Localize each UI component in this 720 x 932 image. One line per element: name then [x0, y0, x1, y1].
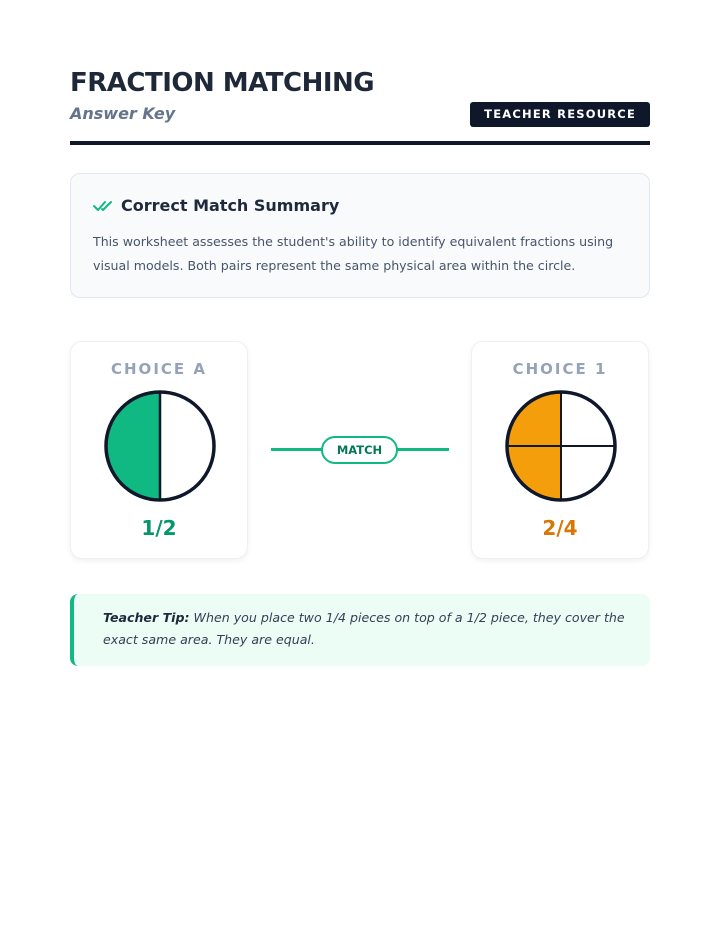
choice-label-right: CHOICE 1	[512, 360, 608, 378]
teacher-resource-badge: TEACHER RESOURCE	[470, 102, 650, 127]
teacher-tip-text	[103, 607, 633, 651]
page-header	[70, 68, 650, 146]
fraction-circle-left	[102, 388, 218, 504]
left-slice-1-shaded	[106, 392, 160, 500]
choice-card-left	[70, 341, 248, 559]
left-slice-2	[160, 392, 214, 500]
fraction-circle-right	[503, 388, 619, 504]
page-title: FRACTION MATCHING	[70, 68, 375, 98]
teacher-tip-callout	[70, 594, 650, 666]
teacher-tip-label: Teacher Tip:	[103, 610, 190, 625]
summary-header	[93, 196, 339, 215]
header-divider	[70, 141, 650, 145]
summary-title: Correct Match Summary	[121, 196, 340, 215]
summary-card	[70, 173, 650, 298]
page-subtitle: Answer Key	[70, 104, 176, 123]
match-label: MATCH	[321, 436, 398, 464]
teacher-tip-body: When you place two 1/4 pieces on top of a 1/2 piece, they cover the exact same area. They are equal.	[103, 610, 625, 647]
fraction-value-right: 2/4	[542, 516, 578, 540]
double-check-icon	[93, 198, 115, 214]
choice-label-left: CHOICE A	[111, 360, 207, 378]
summary-text: This worksheet assesses the student's ability to identify equivalent fractions using visual models. Both pairs represent the same physical area within the circle.	[93, 234, 614, 273]
fraction-value-left: 1/2	[141, 516, 177, 540]
choice-card-right	[471, 341, 649, 559]
